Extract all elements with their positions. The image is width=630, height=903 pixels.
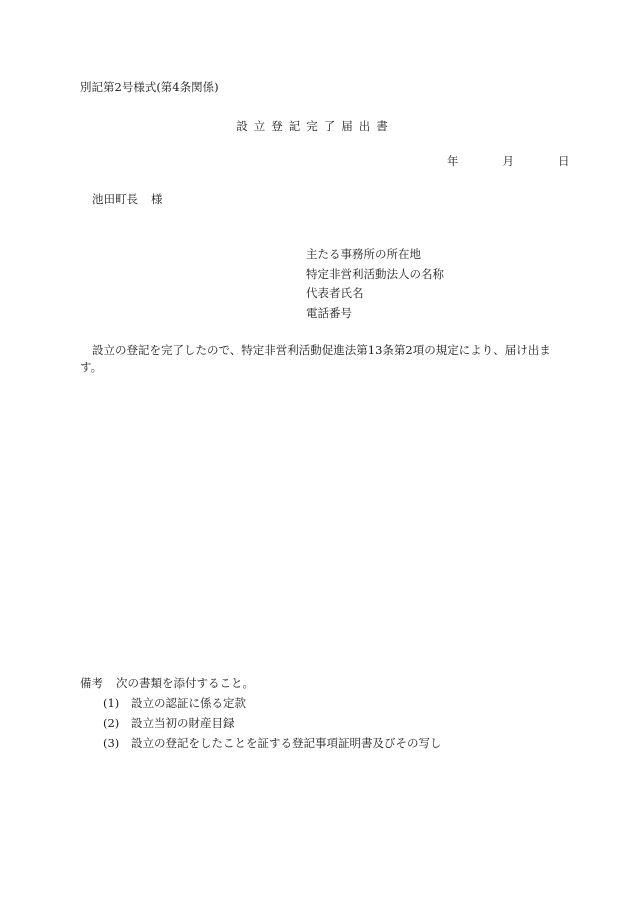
notes-heading-line	[80, 677, 254, 691]
field-corporation-name: 特定非営利活動法人の名称	[306, 266, 444, 281]
document-title: 設立登記完了届出書	[236, 119, 394, 133]
notes-heading: 備考	[80, 676, 103, 690]
field-office-address: 主たる事務所の所在地	[306, 247, 421, 261]
field-representative-name: 代表者氏名	[306, 286, 364, 300]
applicant-fields	[306, 248, 444, 326]
list-item-text: 設立の登記をしたことを証する登記事項証明書及びその写し	[131, 736, 442, 750]
list-item-text: 設立の認証に係る定款	[131, 696, 246, 710]
date-day-label: 日	[558, 154, 570, 168]
list-item-text: 設立当初の財産目録	[131, 716, 235, 730]
field-phone-number: 電話番号	[306, 305, 352, 320]
date-line	[447, 155, 570, 169]
list-item-number: (2)	[103, 716, 120, 730]
addressee-honorific: 様	[151, 192, 163, 206]
list-item	[103, 717, 442, 737]
list-item	[103, 737, 442, 757]
body-text: 設立の登記を完了したので、特定非営利活動促進法第13条第2項の規定により、届け出ます。	[80, 343, 551, 374]
addressee-name: 池田町長	[92, 192, 138, 206]
date-year-label: 年	[447, 154, 459, 168]
form-label: 別記第2号様式(第4条関係)	[80, 80, 219, 94]
date-month-label: 月	[502, 154, 514, 168]
list-item-number: (3)	[103, 736, 120, 750]
list-item-number: (1)	[103, 696, 120, 710]
notes-intro: 次の書類を添付すること。	[116, 676, 254, 690]
addressee	[92, 193, 163, 207]
notes-list	[103, 697, 442, 757]
list-item	[103, 697, 442, 717]
